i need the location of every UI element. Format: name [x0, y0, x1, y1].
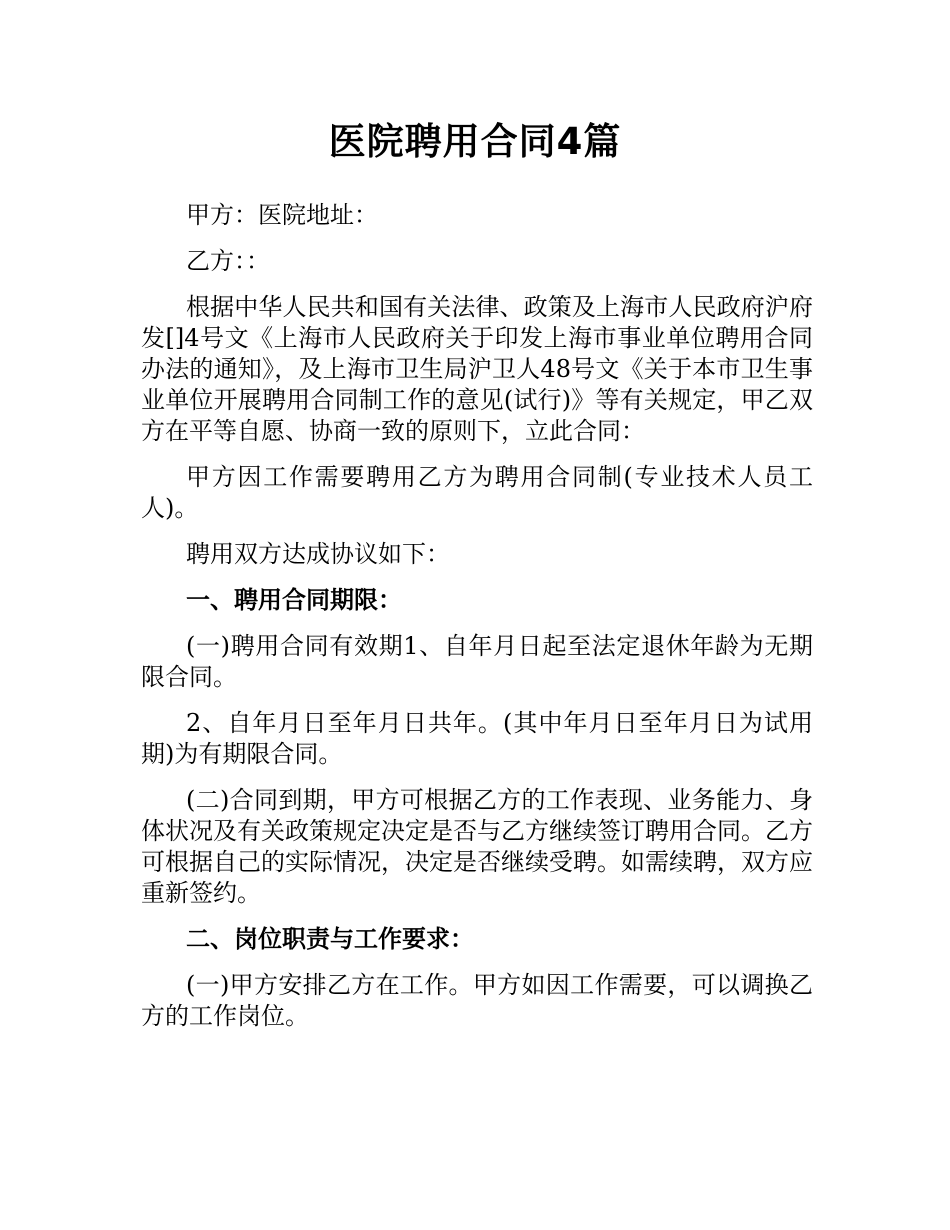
- paragraph-duties-clause-1: (一)甲方安排乙方在工作。甲方如因工作需要，可以调换乙方的工作岗位。: [141, 971, 813, 1030]
- paragraph-preamble: 根据中华人民共和国有关法律、政策及上海市人民政府沪府发[]4号文《上海市人民政府关于印发上海市事业单位聘用合同办法的通知》，及上海市卫生局沪卫人48号文《关于本市卫生事业单位开展聘用合同制工作的意见(试行)》等有关规定，甲乙双方在平等自愿、协商一致的原则下，立此合同：: [141, 293, 813, 445]
- paragraph-agreement-intro: 聘用双方达成协议如下：: [186, 540, 450, 568]
- section-heading-contract-term: 一、聘用合同期限：: [186, 586, 402, 614]
- paragraph-party-a: 甲方：医院地址：: [186, 201, 378, 229]
- document-title: 医院聘用合同4篇: [328, 120, 622, 163]
- paragraph-employment-purpose: 甲方因工作需要聘用乙方为聘用合同制(专业技术人员工人)。: [141, 463, 813, 522]
- paragraph-party-b: 乙方：：: [186, 247, 270, 275]
- paragraph-term-clause-2: 2、自年月日至年月日共年。(其中年月日至年月日为试用期)为有期限合同。: [141, 709, 813, 768]
- paragraph-term-clause-1: (一)聘用合同有效期1、自年月日起至法定退休年龄为无期限合同。: [141, 632, 813, 691]
- section-heading-duties: 二、岗位职责与工作要求：: [186, 925, 474, 953]
- document-body: [141, 200, 813, 1047]
- paragraph-term-renewal: (二)合同到期，甲方可根据乙方的工作表现、业务能力、身体状况及有关政策规定决定是否与乙方继续签订聘用合同。乙方可根据自己的实际情况，决定是否继续受聘。如需续聘，双方应重新签约。: [141, 786, 813, 907]
